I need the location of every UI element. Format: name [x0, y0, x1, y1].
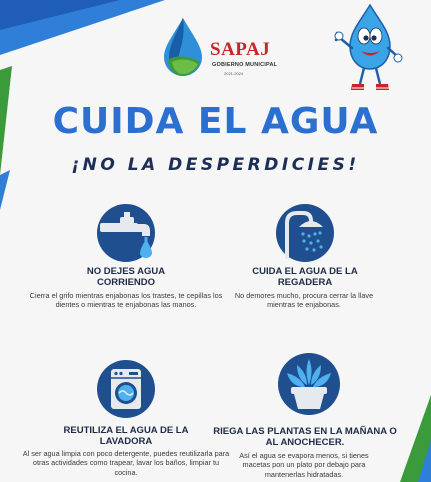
brand-subtitle: GOBIERNO MUNICIPAL: [212, 62, 278, 68]
sapaj-logo: [160, 14, 290, 84]
tip-text-shower: No demores mucho, procura cerrar la llave mientras te enjabonas.: [234, 291, 374, 310]
tip-title-shower: CUIDA EL AGUA DE LA REGADERA: [252, 266, 358, 288]
washing-machine-icon: [94, 359, 158, 419]
shower-icon: [273, 203, 337, 263]
brand-years: 2021-2024: [224, 71, 244, 76]
tip-text-plants: Así el agua se evapora menos, si tienes macetas pon un plato por debajo para mantenerlas hidratadas.: [239, 451, 369, 479]
tip-text-washing-machine: Al ser agua limpia con poco detergente, puedes reutilizarla para otras actividades como trapear, lavar los baños, limpiar tu cocina.: [22, 449, 230, 477]
tip-text-faucet: Cierra el grifo mientras enjabonas los trastes, te cepillas los dientes o mientras te enjabonas las manos.: [29, 291, 223, 310]
faucet-icon: [94, 203, 158, 263]
tip-title-plants: RIEGA LAS PLANTAS EN LA MAÑANA O AL ANOCHECER.: [213, 426, 397, 448]
potted-plant-icon: [273, 351, 345, 417]
brand-name: SAPAJ: [210, 39, 271, 60]
water-drop-mascot-icon: [334, 2, 404, 98]
tip-title-faucet: NO DEJES AGUA CORRIENDO: [86, 266, 166, 288]
page-title: CUIDA EL AGUA: [52, 101, 379, 142]
page-subtitle: ¡NO LA DESPERDICIES!: [71, 155, 360, 175]
water-drop-logo-icon: [160, 16, 206, 78]
tip-title-washing-machine: REUTILIZA EL AGUA DE LA LAVADORA: [63, 425, 189, 447]
